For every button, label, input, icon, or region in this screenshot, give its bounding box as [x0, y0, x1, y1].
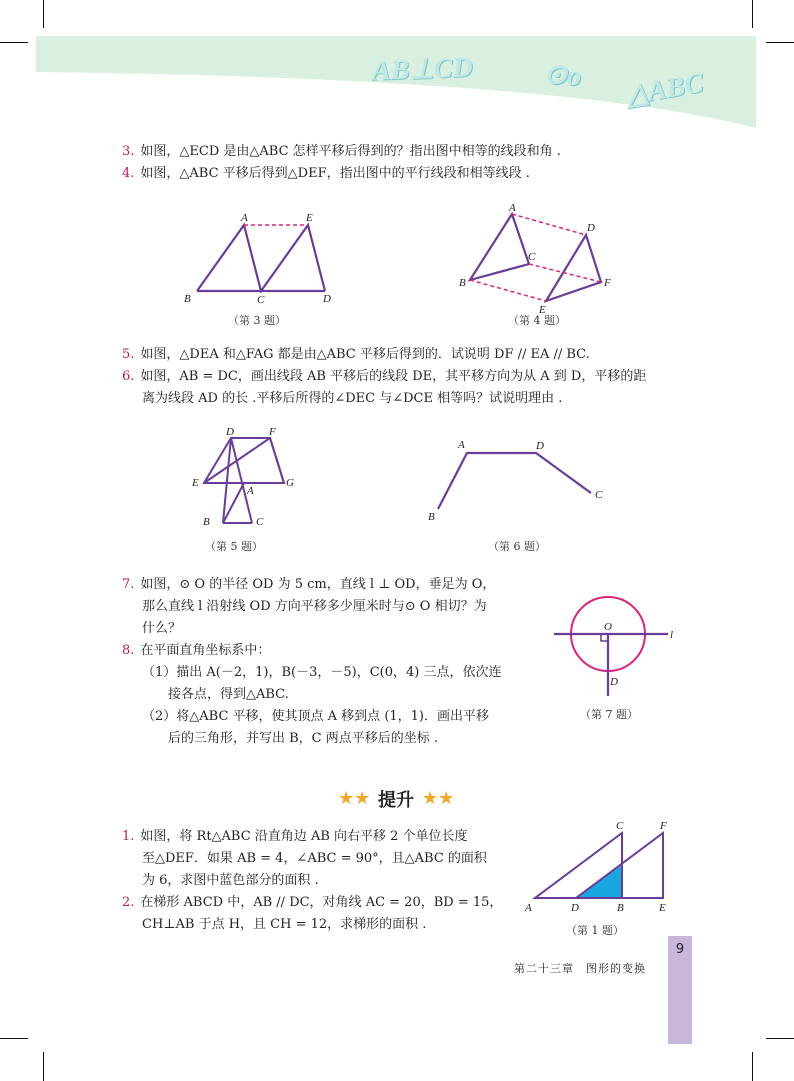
adv-problem-2-cont: CH⊥AB 于点 H，且 CH = 12，求梯形的面积 .	[142, 917, 427, 932]
fig1-label: F	[660, 820, 667, 832]
fig4-label: A	[509, 202, 516, 214]
figure-3-caption: （第 3 题）	[228, 314, 286, 327]
adv-problem-1: 1. 如图，将 Rt△ABC 沿直角边 AB 向右平移 2 个单位长度	[122, 829, 468, 844]
fig1-label: D	[571, 902, 579, 914]
problem-8: 8. 在平面直角坐标系中：	[122, 643, 271, 658]
fig3-label: C	[257, 294, 265, 306]
fig3-label: B	[184, 293, 191, 305]
fig1-label: C	[616, 820, 624, 832]
fig6-label: A	[458, 439, 465, 451]
fig5-label: A	[247, 485, 254, 497]
figure-7	[550, 592, 680, 702]
header-symbol-circle: ⊙o	[542, 58, 583, 93]
fig4-label: E	[539, 304, 546, 315]
fig1-label: A	[525, 902, 532, 914]
fig5-label: B	[203, 516, 210, 528]
fig5-label: C	[256, 516, 264, 528]
figure-6-caption: （第 6 题）	[488, 540, 546, 553]
figure-6	[420, 435, 620, 530]
page-number: 9	[675, 942, 685, 957]
problem-3: 3. 如图，△ECD 是由△ABC 怎样平移后得到的？指出图中相等的线段和角 .	[122, 144, 561, 159]
fig1-label: B	[617, 902, 624, 914]
figure-5-caption: （第 5 题）	[205, 540, 263, 553]
adv-problem-1-cont: 为 6，求图中蓝色部分的面积 .	[142, 873, 319, 888]
fig7-label: l	[670, 629, 674, 641]
fig7-label: D	[610, 676, 618, 688]
chapter-footer: 第二十三章 图形的变换	[514, 962, 646, 975]
problem-8-part1: （1）描出 A(－2，1)，B(－3，－5)，C(0，4) 三点，依次连	[142, 665, 502, 680]
problem-7: 7. 如图，⊙ O 的半径 OD 为 5 cm，直线 l ⊥ OD，垂足为 O，	[122, 577, 496, 592]
section-heading	[338, 786, 463, 812]
problem-6: 6. 如图，AB = DC，画出线段 AB 平移后的线段 DE，其平移方向为从 A 到 D，平移的距	[122, 369, 647, 384]
figure-1-caption: （第 1 题）	[566, 924, 624, 937]
adv-problem-2: 2. 在梯形 ABCD 中，AB // DC，对角线 AC = 20，BD = 15，	[122, 895, 503, 910]
problems-mid	[122, 344, 702, 410]
problem-8-part1-cont: 接各点，得到△ABC.	[168, 687, 289, 702]
figure-3	[180, 210, 340, 310]
fig6-label: C	[595, 489, 603, 501]
fig5-label: D	[226, 426, 234, 438]
fig3-label: E	[306, 212, 313, 224]
fig5-label: E	[192, 477, 199, 489]
fig4-label: D	[587, 222, 595, 234]
header-symbol-perpendicular: AB⊥CD	[371, 52, 474, 87]
problem-7-cont: 什么？	[142, 621, 182, 636]
page-tab	[668, 936, 692, 1044]
problem-6-cont: 离为线段 AD 的长 .平移后所得的∠DEC 与∠DCE 相等吗？试说明理由 .	[142, 391, 563, 406]
fig3-label: A	[241, 212, 248, 224]
crop-mark	[0, 1038, 28, 1039]
problems-top	[122, 141, 682, 189]
problem-5: 5. 如图，△DEA 和△FAG 都是由△ABC 平移后得到的．试说明 DF // EA // BC.	[122, 347, 590, 362]
problems-lower	[122, 574, 522, 754]
fig6-label: D	[536, 440, 544, 452]
fig5-label: G	[286, 477, 294, 489]
crop-mark	[766, 1038, 794, 1039]
fig3-label: D	[323, 293, 331, 305]
header-symbol-triangle: △ABC	[623, 67, 706, 112]
problems-advanced	[122, 826, 502, 938]
figure-5	[190, 425, 310, 535]
crop-mark	[43, 1052, 44, 1081]
star-icon: ★★	[422, 788, 455, 809]
fig1-label: E	[659, 902, 666, 914]
adv-problem-1-cont: 至△DEF．如果 AB = 4，∠ABC = 90°，且△ABC 的面积	[142, 851, 487, 866]
fig6-label: B	[428, 511, 435, 523]
star-icon: ★★	[338, 788, 371, 809]
section-title: 提升	[378, 790, 414, 811]
fig4-label: F	[604, 277, 611, 289]
fig5-label: F	[269, 426, 276, 438]
figure-1	[520, 815, 680, 915]
crop-mark	[752, 1052, 753, 1081]
figure-7-caption: （第 7 题）	[580, 708, 638, 721]
problem-8-part2-cont: 后的三角形，并写出 B，C 两点平移后的坐标 .	[168, 731, 439, 746]
figure-4	[455, 200, 625, 315]
fig7-label: O	[604, 621, 612, 633]
problem-4: 4. 如图，△ABC 平移后得到△DEF，指出图中的平行线段和相等线段 .	[122, 166, 530, 181]
fig4-label: C	[528, 251, 536, 263]
figure-4-caption: （第 4 题）	[508, 314, 566, 327]
fig4-label: B	[459, 277, 466, 289]
problem-8-part2: （2）将△ABC 平移，使其顶点 A 移到点 (1，1)．画出平移	[142, 709, 490, 724]
problem-7-cont: 那么直线 l 沿射线 OD 方向平移多少厘米时与⊙ O 相切？为	[142, 599, 487, 614]
